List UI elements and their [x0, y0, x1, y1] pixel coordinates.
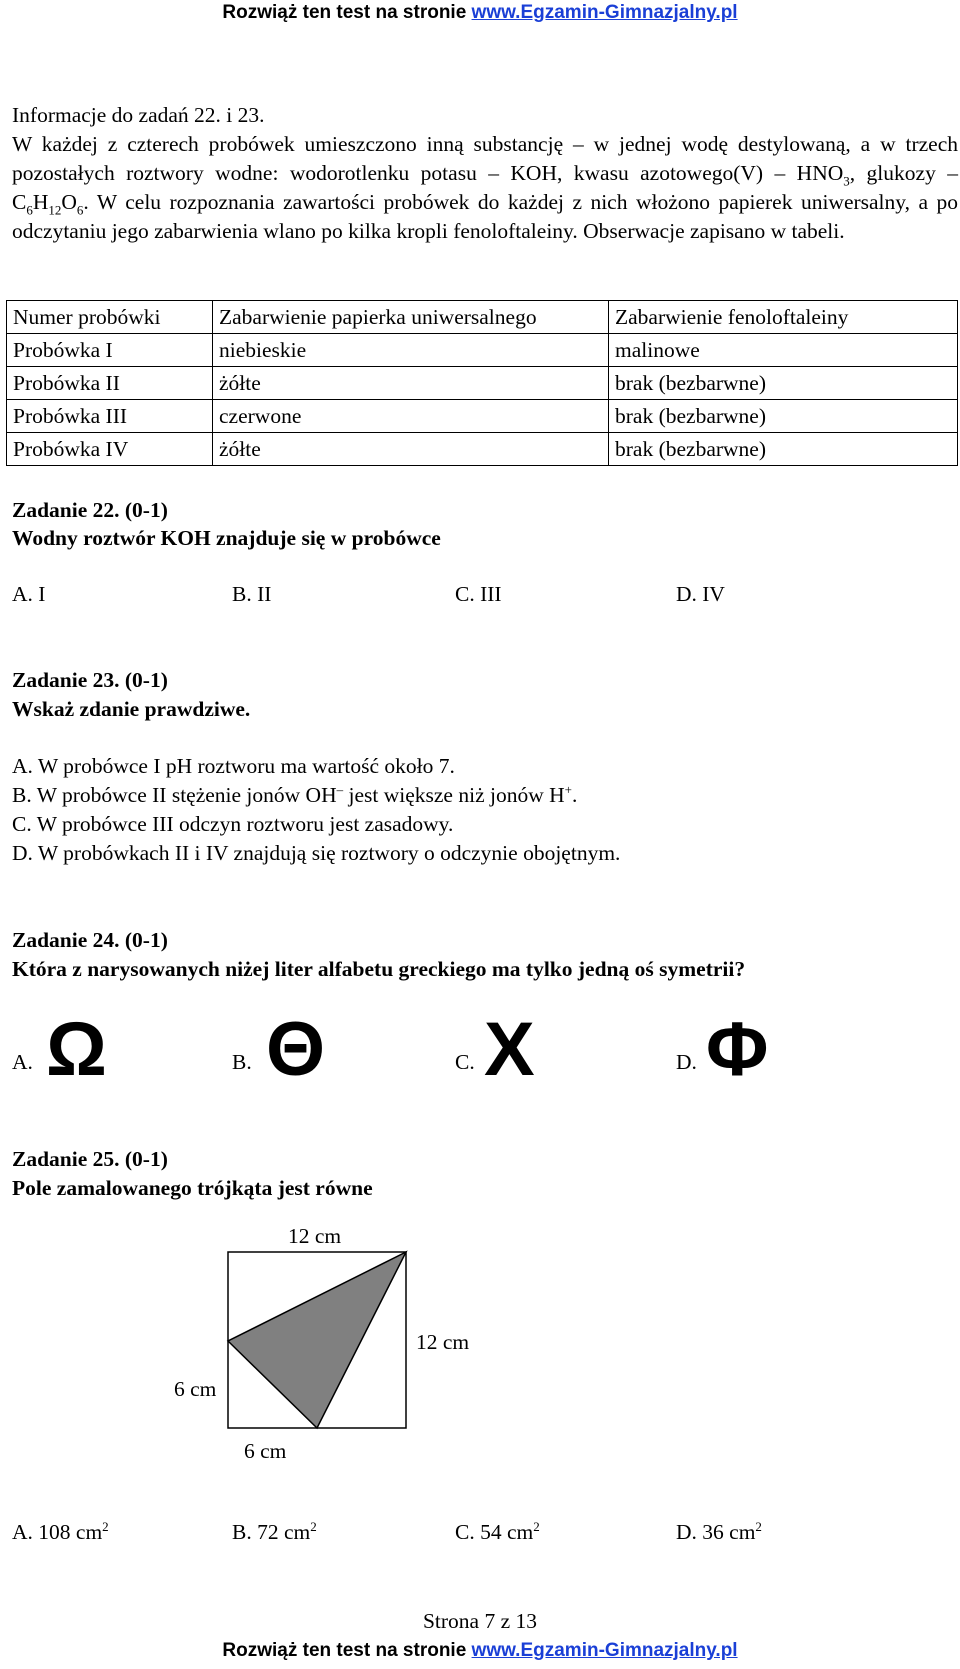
page-number: Strona 7 z 13 — [422, 1609, 538, 1633]
header-link[interactable]: www.Egzamin-Gimnazjalny.pl — [471, 2, 738, 23]
header-text: Rozwiąż ten test na stronie — [222, 2, 472, 23]
task25-option-a[interactable] — [12, 1520, 109, 1545]
task22-question: Wodny roztwór KOH znajduje się w probówce — [12, 526, 441, 550]
task24-question: Która z narysowanych niżej liter alfabetu greckiego ma tylko jedną oś symetrii? — [12, 957, 746, 981]
page-footer — [0, 1640, 960, 1662]
phi-letter: Φ — [706, 1007, 769, 1092]
h-subscript: 12 — [48, 202, 62, 218]
option-a-label: A. — [12, 1050, 33, 1074]
o-subscript: 6 — [76, 202, 84, 218]
table-header-cell: Numer probówki — [7, 301, 213, 334]
task23-option-c[interactable]: C. W probówce III odczyn roztworu jest zasadowy. — [12, 812, 454, 836]
info-text-1: W każdej z czterech probówek umieszczono inną substancję – w jednej wodę destylowaną, a w trzech pozostałych roztwory wodne: wodorotlenku potasu – KOH, kwasu azotowego(V) – HNO — [12, 132, 958, 185]
label-left-6cm: 6 cm — [174, 1377, 217, 1401]
task25-title: Zadanie 25. (0-1) — [12, 1147, 168, 1171]
task23-question: Wskaż zdanie prawdziwe. — [12, 697, 251, 721]
task25-option-c[interactable] — [455, 1520, 540, 1545]
formula-o: O — [61, 190, 77, 214]
label-bottom-6cm: 6 cm — [244, 1439, 287, 1463]
chi-letter: X — [484, 1007, 535, 1092]
hno3-subscript: 3 — [843, 173, 850, 189]
table-cell: niebieskie — [213, 334, 609, 367]
table-cell: żółte — [213, 367, 609, 400]
table-header-cell: Zabarwienie fenoloftaleiny — [609, 301, 958, 334]
option-a-sup: 2 — [102, 1518, 109, 1534]
task23-b-text-1: B. W probówce II stężenie jonów OH — [12, 783, 337, 807]
option-c-sup: 2 — [533, 1518, 540, 1534]
table-cell: czerwone — [213, 400, 609, 433]
theta-letter: Θ — [266, 1007, 326, 1092]
table-cell: żółte — [213, 433, 609, 466]
option-b-label: B. — [232, 1050, 252, 1074]
table-cell: Probówka I — [7, 334, 213, 367]
task22-option-b[interactable]: B. II — [232, 582, 272, 606]
label-top-12cm: 12 cm — [288, 1224, 342, 1248]
task23-option-d[interactable]: D. W probówkach II i IV znajdują się roztwory o odczynie obojętnym. — [12, 841, 621, 865]
task23-title: Zadanie 23. (0-1) — [12, 668, 168, 692]
table-cell: Probówka IV — [7, 433, 213, 466]
table-cell: Probówka III — [7, 400, 213, 433]
footer-link[interactable]: www.Egzamin-Gimnazjalny.pl — [471, 1640, 738, 1661]
task25-option-b[interactable] — [232, 1520, 317, 1545]
table-header-cell: Zabarwienie papierka uniwersalnego — [213, 301, 609, 334]
option-b-text: B. 72 cm — [232, 1520, 311, 1544]
oh-superscript: – — [336, 781, 344, 797]
option-d-text: D. 36 cm — [676, 1520, 756, 1544]
task25-question: Pole zamalowanego trójkąta jest równe — [12, 1176, 373, 1200]
task23-option-a[interactable]: A. W probówce I pH roztworu ma wartość około 7. — [12, 754, 455, 778]
table-cell: brak (bezbarwne) — [609, 433, 958, 466]
task22-option-c[interactable]: C. III — [455, 582, 502, 606]
task23-b-text-2: jest większe niż jonów H — [343, 783, 565, 807]
task22-option-d[interactable]: D. IV — [676, 582, 725, 606]
option-d-label: D. — [676, 1050, 697, 1074]
table-cell: malinowe — [609, 334, 958, 367]
formula-h: H — [32, 190, 49, 214]
table-cell: brak (bezbarwne) — [609, 400, 958, 433]
info-title: Informacje do zadań 22. i 23. — [12, 103, 265, 127]
task24-title: Zadanie 24. (0-1) — [12, 928, 168, 952]
option-d-sup: 2 — [755, 1518, 762, 1534]
shaded-triangle — [228, 1252, 406, 1428]
task22-title: Zadanie 22. (0-1) — [12, 498, 168, 522]
info-text-3: . W celu rozpoznania zawartości probówek do każdej z nich włożono papierek uniwersalny, a po odczytaniu jego zabarwienia wlano po kilka kropli fenoloftaleiny. Obserwacje zapisano w tabeli. — [12, 190, 958, 243]
info-text-2: , glukozy – C — [12, 161, 958, 214]
option-c-label: C. — [455, 1050, 475, 1074]
option-b-sup: 2 — [310, 1518, 317, 1534]
footer-text: Rozwiąż ten test na stronie — [222, 1640, 472, 1661]
task25-option-d[interactable] — [676, 1520, 762, 1545]
task22-option-a[interactable]: A. I — [12, 582, 46, 606]
table-cell: Probówka II — [7, 367, 213, 400]
label-right-12cm: 12 cm — [416, 1330, 470, 1354]
option-a-text: A. 108 cm — [12, 1520, 103, 1544]
h-superscript: + — [564, 781, 572, 797]
task23-b-text-3: . — [572, 783, 578, 807]
c-subscript: 6 — [26, 202, 33, 218]
table-cell: brak (bezbarwne) — [609, 367, 958, 400]
omega-letter: Ω — [46, 1007, 107, 1092]
option-c-text: C. 54 cm — [455, 1520, 534, 1544]
